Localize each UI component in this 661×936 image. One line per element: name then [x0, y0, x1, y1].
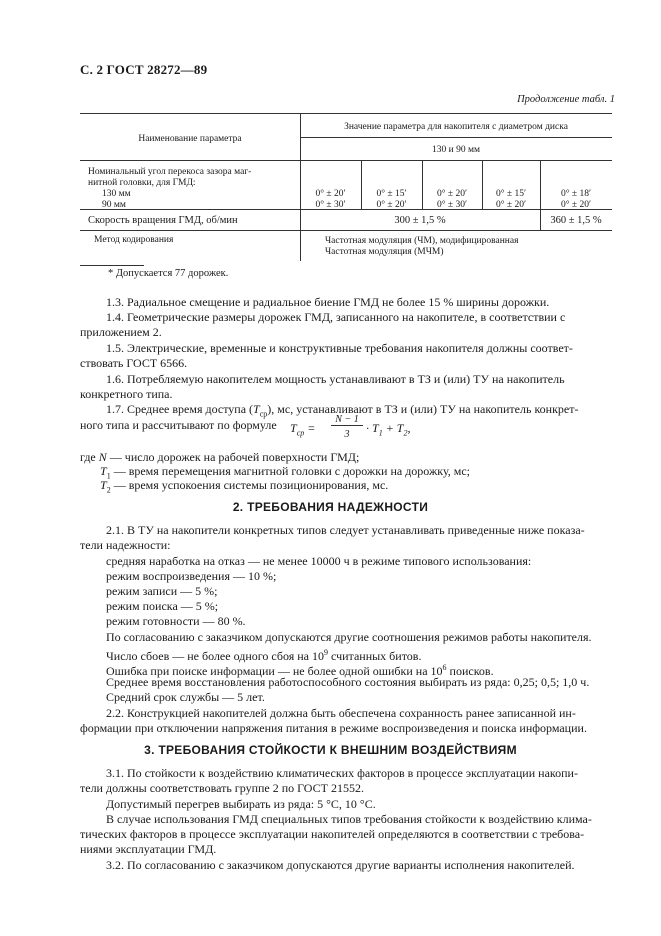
s2-line-3: режим воспроизведения — 10 %; — [106, 569, 277, 583]
p1-7-line1: 1.7. Среднее время доступа $(T_{ср})$, мс, устанавливают в ТЗ и (или) ТУ на накопитель конкрет- — [106, 402, 579, 419]
where-t1: $T_1$ — время перемещения магнитной головки с дорожки на дорожку, мс; — [100, 464, 471, 481]
row1-label-4: 90 мм — [102, 200, 126, 210]
s3-line-4: тических факторов в процессе эксплуатации накопителей определяются в соответствии с требова- — [80, 827, 585, 841]
cell-4-90: 0° ± 20′ — [495, 200, 527, 210]
row2-label: Скорость вращения ГМД, об/мин — [88, 215, 238, 226]
cell-2-130: 0° ± 15′ — [376, 189, 407, 199]
where-t2: $T_2$ — время успокоения системы позиционирования, мс. — [100, 478, 389, 495]
s2-line-0: 2.1. В ТУ на накопители конкретных типов следует устанавливать приведенные ниже показа- — [106, 523, 585, 537]
s3-line-6: 3.2. По согласованию с заказчиком допускаются другие варианты исполнения накопителей. — [106, 858, 575, 872]
p1-5-line1: 1.5. Электрические, временные и конструктивные требования накопителя должны соответ- — [106, 341, 573, 355]
p1-7-line2: ного типа и рассчитывают по формуле — [80, 418, 277, 432]
section-2-title: 2. ТРЕБОВАНИЯ НАДЕЖНОСТИ — [232, 500, 429, 514]
cell-2-90: 0° ± 20′ — [376, 200, 407, 210]
row3-value-2: Частотная модуляция (МЧМ) — [325, 247, 444, 257]
s2-line-1: тели надежности: — [80, 538, 171, 552]
s2-line-8: Число сбоев — не более одного сбоя на $10^9$ считанных битов. — [106, 648, 422, 663]
s2-line-7: По согласованию с заказчиком допускаются другие соотношения режимов работы накопителя. — [106, 630, 592, 644]
p1-4-line1: 1.4. Геометрические размеры дорожек ГМД, записанного на накопителе, в соответствии с — [106, 310, 566, 324]
page-header: С. 2 ГОСТ 28272—89 — [80, 62, 208, 77]
s2-line-11: Средний срок службы — 5 лет. — [106, 690, 265, 704]
s2-line-13: формации при отключении напряжения питания в режиме воспроизведения и поиска информации. — [80, 721, 587, 735]
s2-line-10: Среднее время восстановления работоспособного состояния выбирать из ряда: 0,25; 0,5; 1,0 ч. — [106, 675, 590, 689]
cell-1-90: 0° ± 30′ — [315, 200, 346, 210]
s3-line-3: В случае использования ГМД специальных типов требования стойкости к воздействию клима- — [106, 812, 592, 826]
section-3-title: 3. ТРЕБОВАНИЯ СТОЙКОСТИ К ВНЕШНИМ ВОЗДЕЙСТВИЯМ — [144, 743, 517, 757]
row2-value-1: 300 ± 1,5 % — [394, 215, 446, 226]
footnote: * Допускается 77 дорожек. — [108, 268, 229, 279]
formula-numerator: N − 1 — [331, 414, 363, 426]
row3-label: Метод кодирования — [94, 235, 174, 245]
cell-5-90: 0° ± 20′ — [560, 200, 592, 210]
col-header-param: Наименование параметра — [138, 134, 242, 144]
cell-4-130: 0° ± 15′ — [495, 189, 527, 199]
s2-line-12: 2.2. Конструкцией накопителей должна быть обеспечена сохранность ранее записанной ин- — [106, 706, 576, 720]
formula-denominator: 3 — [344, 429, 350, 440]
col-header-value: Значение параметра для накопителя с диаметром диска — [344, 122, 568, 132]
footnote-separator — [80, 265, 144, 266]
where-n: где N — число дорожек на рабочей поверхности ГМД; — [80, 450, 360, 464]
cell-3-90: 0° ± 30′ — [436, 200, 468, 210]
parameters-table — [80, 113, 612, 261]
s2-line-2: средняя наработка на отказ — не менее 10000 ч в режиме типового использования: — [106, 554, 532, 568]
cell-5-130: 0° ± 18′ — [560, 189, 592, 199]
s2-line-5: режим поиска — 5 %; — [106, 599, 219, 613]
p1-5-line2: ствовать ГОСТ 6566. — [80, 356, 188, 370]
row1-label-3: 130 мм — [102, 189, 131, 199]
cell-3-130: 0° ± 20′ — [436, 189, 468, 199]
cell-1-130: 0° ± 20′ — [315, 189, 346, 199]
row3-value-1: Частотная модуляция (ЧМ), модифицированная — [325, 236, 519, 246]
p1-4-line2: приложением 2. — [80, 325, 162, 339]
p1-6-line2: конкретного типа. — [80, 387, 173, 401]
row1-label-1: Номинальный угол перекоса зазора маг- — [88, 167, 252, 177]
s3-line-5: ниями эксплуатации ГМД. — [80, 842, 217, 856]
s2-line-6: режим готовности — 80 %. — [106, 614, 246, 628]
s2-line-4: режим записи — 5 %; — [106, 584, 218, 598]
row2-value-2: 360 ± 1,5 % — [550, 215, 602, 226]
row1-label-2: нитной головки, для ГМД: — [88, 178, 196, 188]
s3-line-0: 3.1. По стойкости к воздействию климатических факторов в процессе эксплуатации накопи- — [106, 766, 578, 780]
s3-line-1: тели должны соответствовать группе 2 по ГОСТ 21552. — [80, 781, 364, 795]
col-header-sizes: 130 и 90 мм — [432, 145, 480, 155]
s3-line-2: Допустимый перегрев выбирать из ряда: 5 °С, 10 °С. — [106, 797, 376, 811]
p1-6-line1: 1.6. Потребляемую накопителем мощность устанавливают в ТЗ и (или) ТУ на накопитель — [106, 372, 565, 386]
s2-line-9: Ошибка при поиске информации — не более одной ошибки на $10^6$ поисков. — [106, 663, 494, 678]
table-continuation-label: Продолжение табл. 1 — [517, 94, 615, 105]
p1-3: 1.3. Радиальное смещение и радиальное биение ГМД не более 15 % ширины дорожки. — [106, 295, 550, 309]
